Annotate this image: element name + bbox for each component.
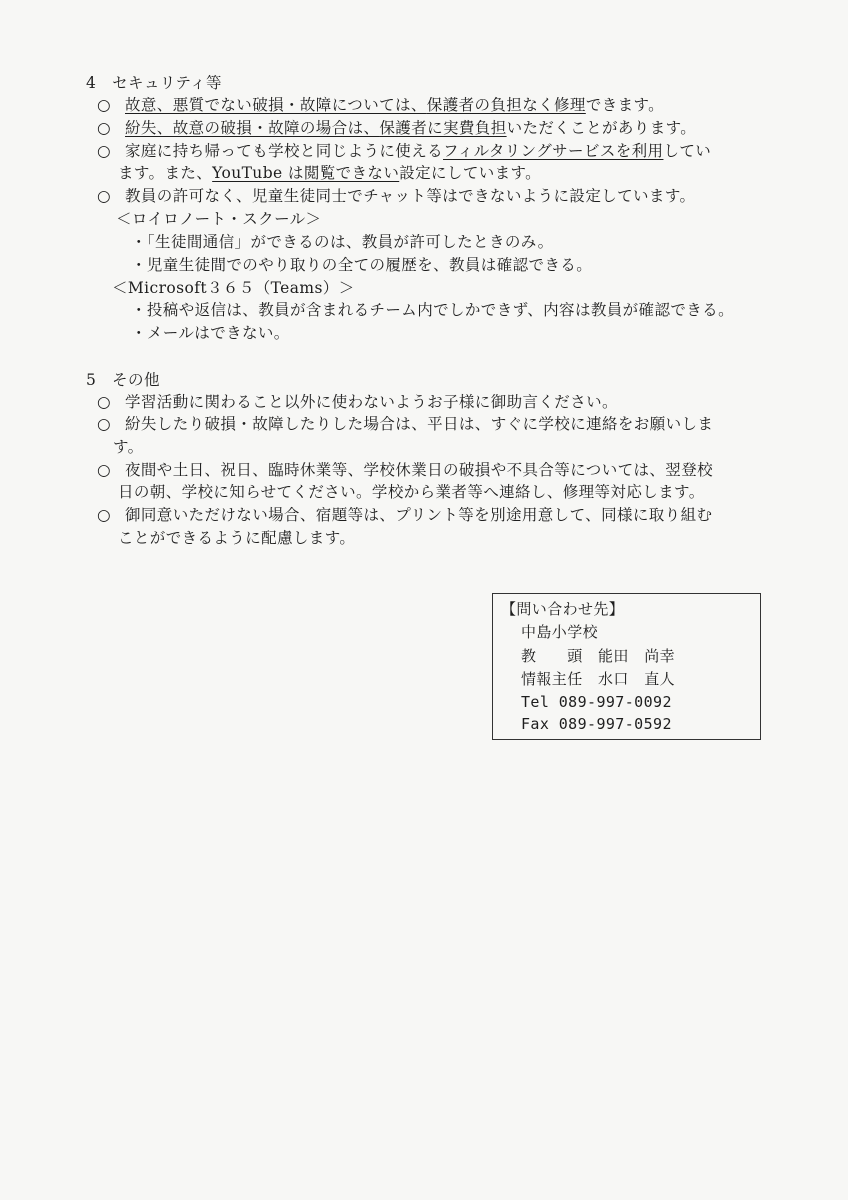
circle-bullet: ○ bbox=[97, 415, 111, 433]
circle-bullet: ○ bbox=[97, 461, 111, 479]
section-5-heading: 5 その他 bbox=[86, 371, 160, 389]
microsoft-item-1: ・投稿や返信は、教員が含まれるチーム内でしかできず、内容は教員が確認できる。 bbox=[131, 301, 734, 319]
vice-principal: 教 頭 能田 尚幸 bbox=[521, 647, 676, 665]
circle-bullet: ○ bbox=[97, 393, 111, 411]
school-name: 中島小学校 bbox=[521, 623, 599, 641]
circle-bullet: ○ bbox=[97, 142, 111, 160]
microsoft-subheading: ＜Microsoft３６５（Teams）＞ bbox=[112, 279, 355, 297]
circle-bullet: ○ bbox=[97, 119, 111, 137]
sec5-bullet-2: ○ 紛失したり破損・故障したりした場合は、平日は、すぐに学校に連絡をお願いしま bbox=[97, 415, 714, 433]
sec5-bullet-1: ○ 学習活動に関わること以外に使わないようお子様に御助言ください。 bbox=[97, 393, 618, 411]
contact-box bbox=[492, 593, 761, 740]
sec4-bullet-4: ○ 教員の許可なく、児童生徒同士でチャット等はできないように設定しています。 bbox=[97, 187, 696, 205]
roilo-item-2: ・児童生徒間でのやり取りの全ての履歴を、教員は確認できる。 bbox=[131, 256, 593, 274]
contact-title: 【問い合わせ先】 bbox=[501, 600, 625, 618]
roilo-item-1: ・「生徒間通信」ができるのは、教員が許可したときのみ。 bbox=[131, 233, 554, 251]
circle-bullet: ○ bbox=[97, 187, 111, 205]
contact-tel: Tel 089-997-0092 bbox=[521, 693, 672, 711]
roilo-subheading: ＜ロイロノート・スクール＞ bbox=[116, 210, 322, 228]
sec4-bullet-3-cont: ます。また、YouTube は閲覧できない設定にしています。 bbox=[118, 164, 542, 182]
sec4-bullet-1: ○ 故意、悪質でない破損・故障については、保護者の負担なく修理できます。 bbox=[97, 96, 665, 114]
circle-bullet: ○ bbox=[97, 506, 111, 524]
sec5-bullet-4-cont: ことができるように配慮します。 bbox=[118, 529, 356, 547]
sec5-bullet-3-cont: 日の朝、学校に知らせてください。学校から業者等へ連絡し、修理等対応します。 bbox=[118, 483, 705, 501]
sec5-bullet-2-cont: す。 bbox=[113, 438, 144, 456]
sec5-bullet-3: ○ 夜間や土日、祝日、臨時休業等、学校休業日の破損や不具合等については、翌登校 bbox=[97, 461, 713, 479]
microsoft-item-2: ・メールはできない。 bbox=[131, 324, 290, 342]
sec4-bullet-2: ○ 紛失、故意の破損・故障の場合は、保護者に実費負担いただくことがあります。 bbox=[97, 119, 697, 137]
section-4-heading: 4 セキュリティ等 bbox=[86, 74, 222, 92]
circle-bullet: ○ bbox=[97, 96, 111, 114]
contact-fax: Fax 089-997-0592 bbox=[521, 715, 672, 733]
it-lead: 情報主任 水口 直人 bbox=[521, 670, 676, 688]
sec4-bullet-3: ○ 家庭に持ち帰っても学校と同じように使えるフィルタリングサービスを利用してい bbox=[97, 142, 712, 160]
sec5-bullet-4: ○ 御同意いただけない場合、宿題等は、プリント等を別途用意して、同様に取り組む bbox=[97, 506, 713, 524]
